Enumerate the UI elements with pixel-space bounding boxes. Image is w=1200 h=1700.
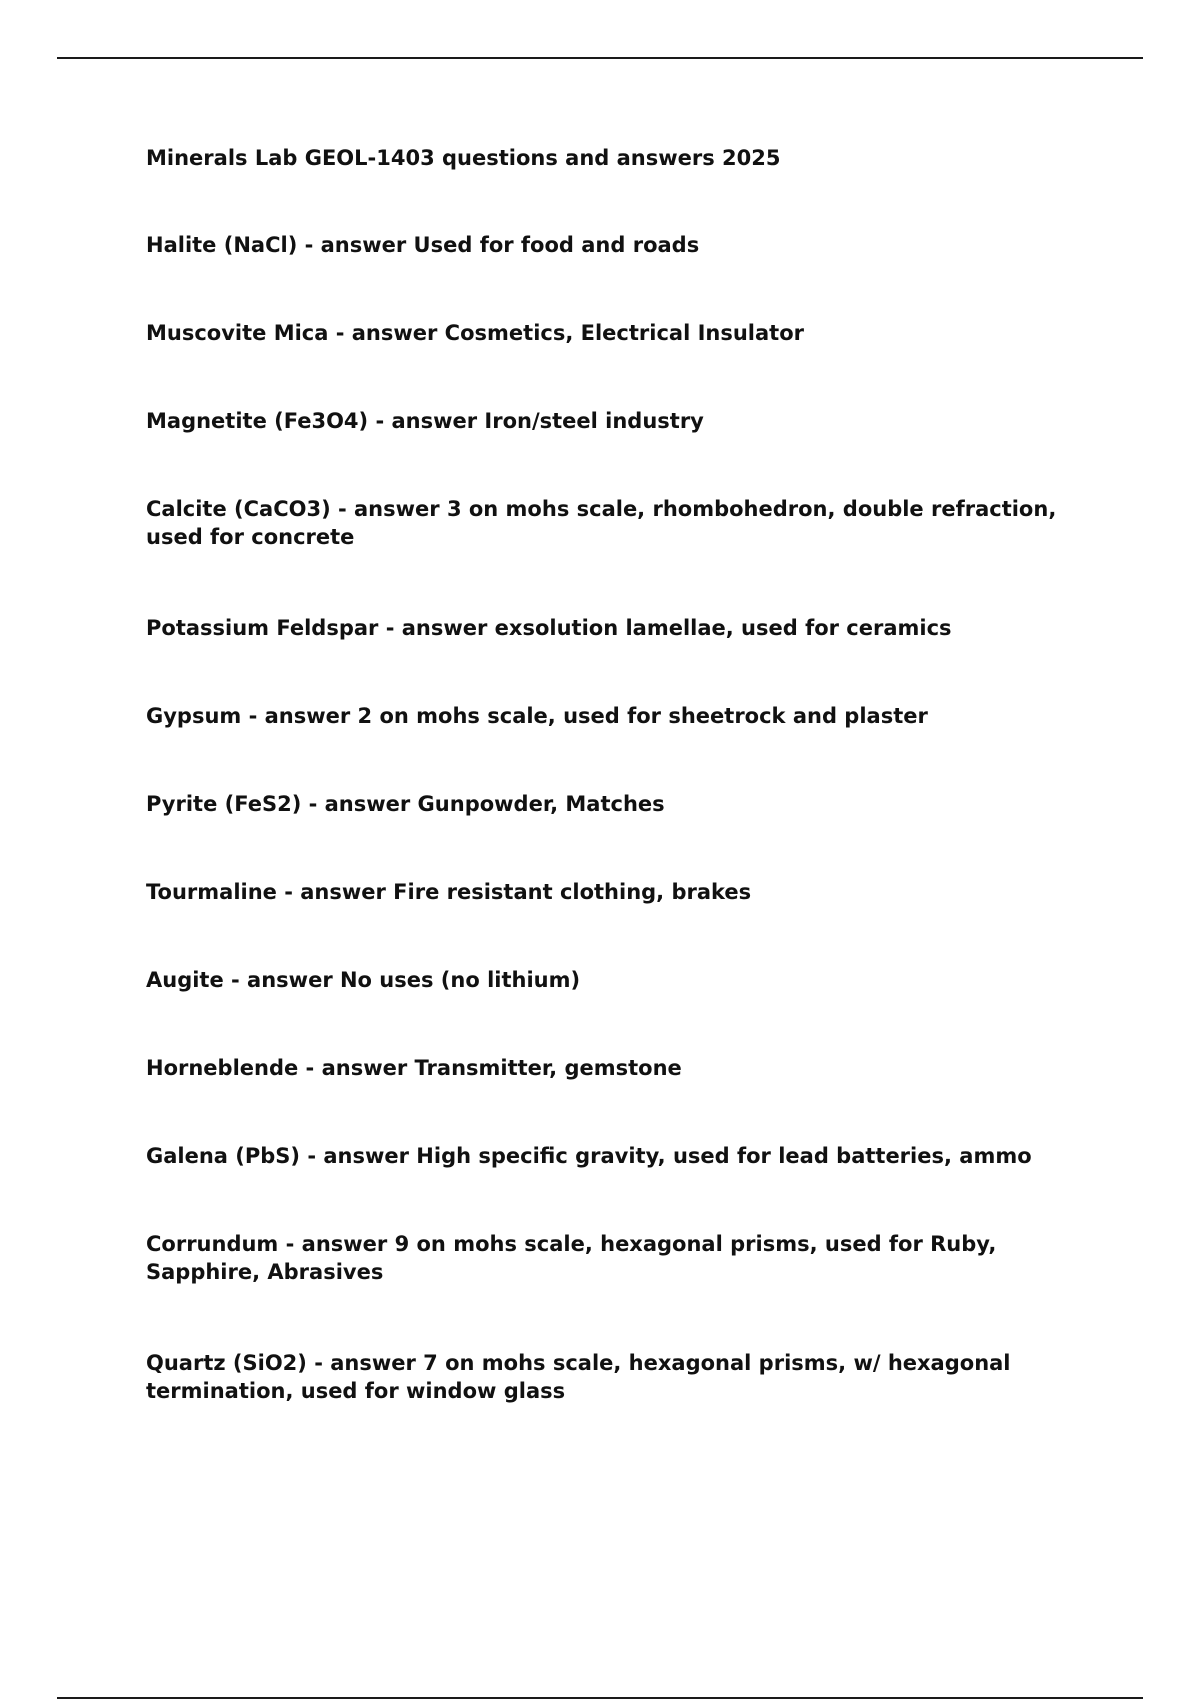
qa-entry-halite: Halite (NaCl) - answer Used for food and roads [146,233,700,257]
qa-entry-galena: Galena (PbS) - answer High specific gravity, used for lead batteries, ammo [146,1144,1032,1168]
qa-entry-horneblende: Horneblende - answer Transmitter, gemstone [146,1056,682,1080]
bottom-rule [57,1697,1143,1699]
qa-entry-corrundum: Corrundum - answer 9 on mohs scale, hexagonal prisms, used for Ruby, Sapphire, Abrasives [146,1232,997,1284]
document-title: Minerals Lab GEOL-1403 questions and answers 2025 [146,146,781,170]
document-body [146,144,1086,1465]
qa-entry-potassium-feldspar: Potassium Feldspar - answer exsolution lamellae, used for ceramics [146,616,952,640]
qa-entry-calcite: Calcite (CaCO3) - answer 3 on mohs scale, rhombohedron, double refraction, used for concrete [146,497,1057,549]
qa-entry-muscovite: Muscovite Mica - answer Cosmetics, Electrical Insulator [146,321,804,345]
qa-entry-gypsum: Gypsum - answer 2 on mohs scale, used for sheetrock and plaster [146,704,928,728]
qa-entry-quartz: Quartz (SiO2) - answer 7 on mohs scale, hexagonal prisms, w/ hexagonal termination, used for window glass [146,1351,1011,1403]
qa-entry-tourmaline: Tourmaline - answer Fire resistant clothing, brakes [146,880,752,904]
qa-entry-pyrite: Pyrite (FeS2) - answer Gunpowder, Matches [146,792,665,816]
qa-entry-augite: Augite - answer No uses (no lithium) [146,968,581,992]
qa-entry-magnetite: Magnetite (Fe3O4) - answer Iron/steel industry [146,409,704,433]
top-rule [57,57,1143,59]
